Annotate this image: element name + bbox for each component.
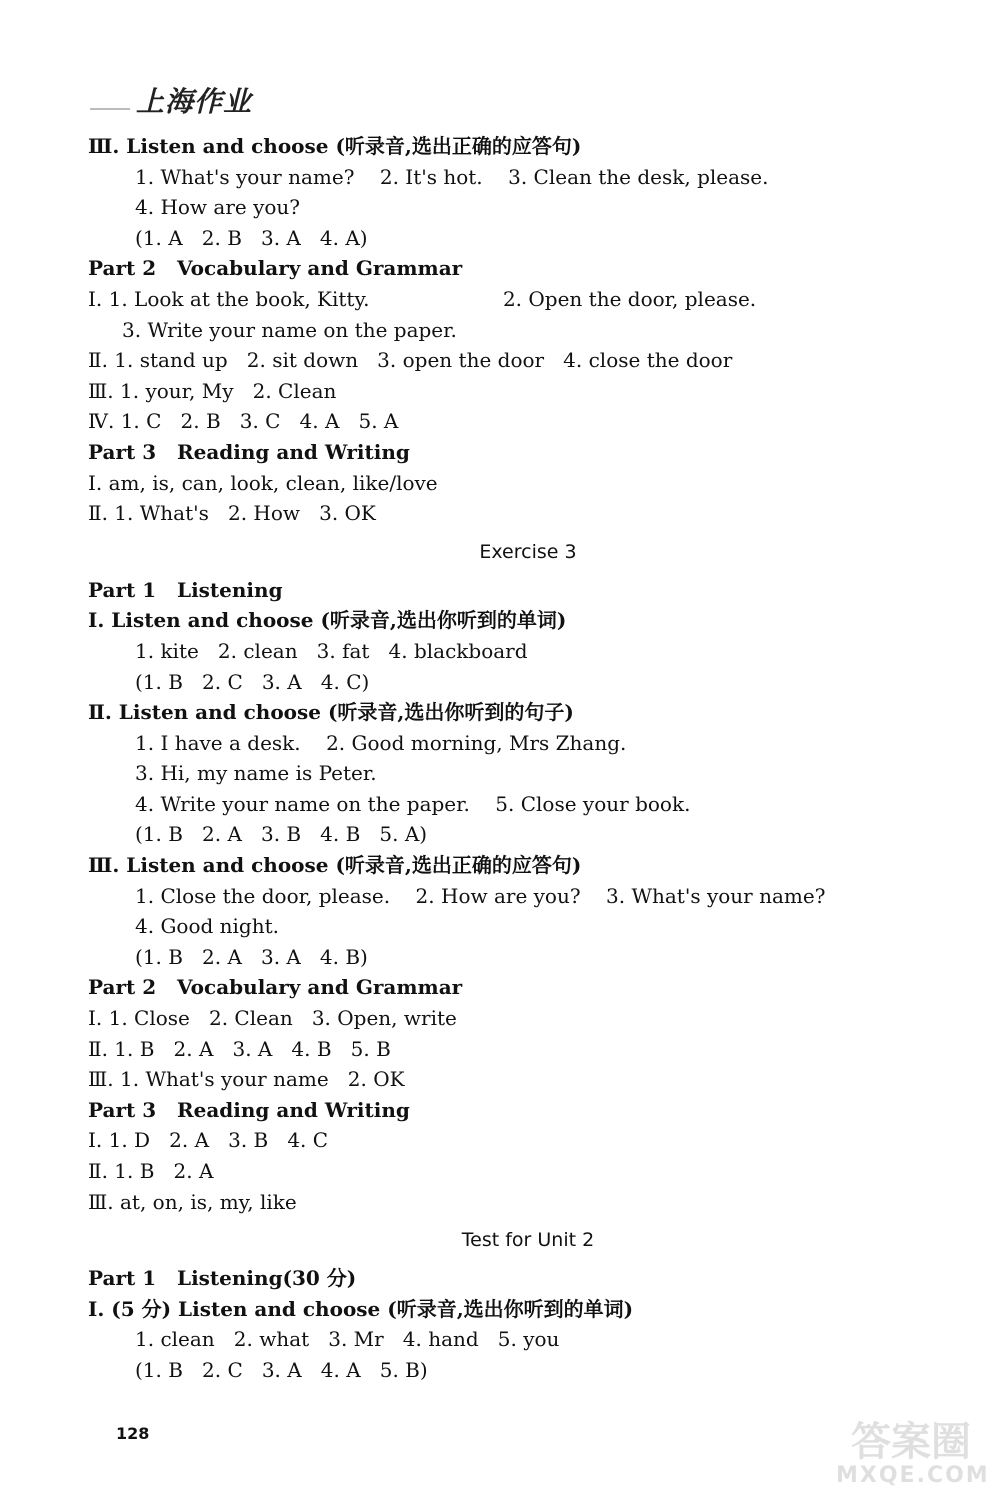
answer-key-line: (1. B 2. C 3. A 4. C)	[135, 669, 370, 694]
answer-content	[88, 131, 968, 1386]
answer-line: Ⅰ. 1. Look at the book, Kitty. 2. Open the door, please.	[88, 286, 757, 311]
section-heading: Ⅲ. Listen and choose (听录音,选出正确的应答句)	[88, 853, 582, 878]
test-unit-2-title: Test for Unit 2	[461, 1229, 595, 1252]
part-heading: Part 1 Listening(30 分)	[88, 1266, 357, 1291]
part-heading: Part 2 Vocabulary and Grammar	[88, 256, 463, 281]
answer-line: 4. How are you?	[135, 195, 301, 220]
answer-key-line: (1. A 2. B 3. A 4. A)	[135, 225, 368, 250]
answer-line: 3. Hi, my name is Peter.	[135, 761, 377, 786]
answer-line: Ⅰ. am, is, can, look, clean, like/love	[88, 470, 438, 495]
answer-line: 3. Write your name on the paper.	[122, 317, 457, 342]
answer-line: 4. Write your name on the paper. 5. Close your book.	[135, 791, 691, 816]
page-number: 128	[116, 1424, 150, 1443]
exercise-3-title: Exercise 3	[479, 540, 577, 563]
part-heading: Part 1 Listening	[88, 577, 283, 602]
watermark-logo	[836, 1419, 990, 1495]
part-heading: Part 2 Vocabulary and Grammar	[88, 975, 463, 1000]
answer-line: Ⅱ. 1. B 2. A 3. A 4. B 5. B	[88, 1036, 391, 1061]
answer-line: Ⅰ. 1. Close 2. Clean 3. Open, write	[88, 1006, 457, 1031]
answer-line: Ⅰ. 1. D 2. A 3. B 4. C	[88, 1128, 329, 1153]
part-heading: Part 3 Reading and Writing	[88, 439, 410, 464]
answer-line: Ⅱ. 1. What's 2. How 3. OK	[88, 501, 376, 526]
answer-line: 1. clean 2. what 3. Mr 4. hand 5. you	[135, 1327, 560, 1352]
answer-line: 1. kite 2. clean 3. fat 4. blackboard	[135, 638, 528, 663]
answer-line: Ⅳ. 1. C 2. B 3. C 4. A 5. A	[88, 409, 399, 434]
section-heading: Ⅰ. (5 分) Listen and choose (听录音,选出你听到的单词)	[88, 1296, 634, 1321]
header-decoration	[90, 90, 130, 110]
header-title: 上海作业	[136, 85, 253, 118]
answer-key-line: (1. B 2. A 3. B 4. B 5. A)	[135, 822, 428, 847]
answer-key-line: (1. B 2. A 3. A 4. B)	[135, 944, 368, 969]
answer-line: 4. Good night.	[135, 914, 280, 939]
page-header	[90, 80, 252, 120]
watermark-url: MXQE.COM	[836, 1463, 990, 1488]
section-heading: Ⅲ. Listen and choose (听录音,选出正确的应答句)	[88, 134, 582, 158]
answer-line: Ⅲ. at, on, is, my, like	[88, 1189, 297, 1214]
part-heading: Part 3 Reading and Writing	[88, 1097, 410, 1122]
answer-line: Ⅲ. 1. your, My 2. Clean	[88, 378, 337, 403]
answer-line: Ⅲ. 1. What's your name 2. OK	[88, 1067, 405, 1092]
answer-line: 1. I have a desk. 2. Good morning, Mrs Zhang.	[135, 730, 627, 755]
answer-line: Ⅱ. 1. B 2. A	[88, 1159, 214, 1183]
answer-key-line: (1. B 2. C 3. A 4. A 5. B)	[135, 1357, 428, 1382]
answer-line: 1. Close the door, please. 2. How are you? 3. What's your name?	[135, 883, 826, 908]
watermark-text: 答案圈	[851, 1419, 971, 1465]
answer-line: Ⅱ. 1. stand up 2. sit down 3. open the door 4. close the door	[88, 348, 733, 373]
section-heading: Ⅰ. Listen and choose (听录音,选出你听到的单词)	[88, 608, 567, 633]
answer-line: 1. What's your name? 2. It's hot. 3. Clean the desk, please.	[135, 164, 769, 189]
section-heading: Ⅱ. Listen and choose (听录音,选出你听到的句子)	[88, 700, 574, 725]
